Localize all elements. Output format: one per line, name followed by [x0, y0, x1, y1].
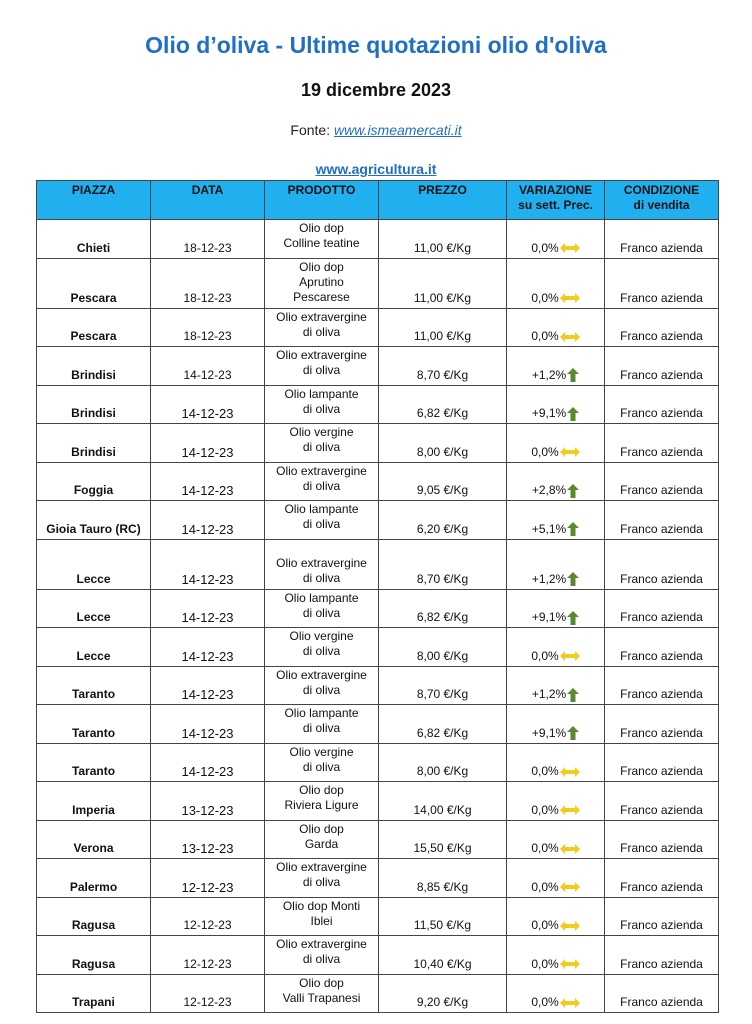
table-row [37, 820, 719, 859]
cell-piazza: Ragusa [37, 897, 151, 936]
cell-condizione: Franco azienda [605, 539, 719, 589]
cell-condizione: Franco azienda [605, 782, 719, 821]
cell-data: 14-12-23 [151, 539, 265, 589]
cell-data: 14-12-23 [151, 628, 265, 667]
cell-prodotto [265, 385, 379, 424]
prodotto-line: Riviera Ligure [284, 798, 359, 812]
prodotto-line: di oliva [302, 570, 341, 585]
cell-piazza: Foggia [37, 462, 151, 501]
cell-piazza: Lecce [37, 628, 151, 667]
table-row [37, 501, 719, 540]
variazione-value: +5,1% [531, 521, 567, 536]
cell-prodotto [265, 462, 379, 501]
prodotto-line: Olio extravergine [276, 309, 367, 324]
cell-condizione: Franco azienda [605, 347, 719, 386]
table-row [37, 258, 719, 308]
prodotto-line: Olio extravergine [276, 463, 367, 478]
cell-piazza: Chieti [37, 220, 151, 259]
cell-piazza: Brindisi [37, 347, 151, 386]
prodotto-line: Olio extravergine [276, 860, 367, 874]
cell-data: 14-12-23 [151, 462, 265, 501]
prices-table [36, 180, 719, 1013]
cell-data: 14-12-23 [151, 501, 265, 540]
cell-prodotto [265, 897, 379, 936]
cell-prodotto [265, 501, 379, 540]
cell-prodotto [265, 220, 379, 259]
cell-data: 13-12-23 [151, 782, 265, 821]
prodotto-line: Valli Trapanesi [282, 990, 361, 1005]
cell-data: 14-12-23 [151, 424, 265, 463]
cell-data: 14-12-23 [151, 705, 265, 744]
variazione-value: 0,0% [531, 240, 559, 255]
cell-data: 12-12-23 [151, 859, 265, 898]
prodotto-line: Olio extravergine [276, 555, 367, 570]
variazione-value: 0,0% [531, 995, 559, 1009]
cell-data: 14-12-23 [151, 743, 265, 782]
prodotto-line: Iblei [310, 913, 333, 928]
cell-condizione: Franco azienda [605, 936, 719, 975]
col-header-condizione-line2: di vendita [633, 198, 690, 212]
trend-stable-arrow-icon [560, 805, 580, 815]
cell-prezzo: 14,00 €/Kg [379, 782, 507, 821]
cell-variazione [507, 258, 605, 308]
cell-variazione [507, 705, 605, 744]
report-date: 19 dicembre 2023 [300, 80, 452, 100]
cell-piazza: Taranto [37, 705, 151, 744]
cell-prezzo: 6,82 €/Kg [379, 705, 507, 744]
cell-prezzo: 6,20 €/Kg [379, 501, 507, 540]
table-row [37, 743, 719, 782]
table-row [37, 628, 719, 667]
trend-stable-arrow-icon [560, 998, 580, 1008]
cell-variazione [507, 743, 605, 782]
prodotto-line: Olio lampante [284, 502, 359, 516]
trend-up-arrow-icon [567, 572, 579, 586]
cell-prezzo: 11,00 €/Kg [379, 308, 507, 347]
cell-piazza: Taranto [37, 743, 151, 782]
prodotto-line: di oliva [302, 952, 341, 966]
cell-data: 14-12-23 [151, 385, 265, 424]
trend-stable-arrow-icon [560, 447, 580, 457]
table-row [37, 539, 719, 589]
col-header-condizione [605, 181, 719, 220]
cell-prodotto [265, 258, 379, 308]
col-header-variazione-line1: VARIAZIONE [518, 183, 593, 197]
trend-stable-arrow-icon [560, 882, 580, 892]
table-row [37, 220, 719, 259]
prodotto-line: di oliva [302, 401, 341, 416]
trend-up-arrow-icon [567, 522, 579, 536]
cell-prodotto [265, 859, 379, 898]
cell-condizione: Franco azienda [605, 258, 719, 308]
variazione-value: +2,8% [531, 483, 567, 497]
cell-prezzo: 8,00 €/Kg [379, 743, 507, 782]
col-header-prezzo: PREZZO [379, 181, 507, 220]
table-row [37, 424, 719, 463]
table-row [37, 897, 719, 936]
cell-prezzo: 8,70 €/Kg [379, 666, 507, 705]
cell-piazza: Ragusa [37, 936, 151, 975]
cell-variazione [507, 462, 605, 501]
prodotto-line: Colline teatine [283, 236, 360, 250]
cell-prezzo: 9,20 €/Kg [379, 974, 507, 1013]
cell-condizione: Franco azienda [605, 385, 719, 424]
variazione-value: 0,0% [531, 918, 559, 932]
cell-prodotto [265, 424, 379, 463]
col-header-variazione-line2: su sett. Prec. [518, 198, 593, 212]
table-row [37, 859, 719, 898]
cell-prezzo: 8,85 €/Kg [379, 859, 507, 898]
trend-up-arrow-icon [567, 407, 579, 421]
cell-data: 14-12-23 [151, 666, 265, 705]
prodotto-line: Olio dop [299, 259, 344, 274]
trend-stable-arrow-icon [560, 921, 580, 931]
cell-prodotto [265, 589, 379, 628]
variazione-value: +9,1% [531, 406, 567, 420]
source-link[interactable]: www.ismeamercati.it [334, 122, 462, 138]
prodotto-line: Olio lampante [284, 590, 359, 605]
cell-condizione: Franco azienda [605, 462, 719, 501]
cell-piazza: Taranto [37, 666, 151, 705]
table-row [37, 589, 719, 628]
prodotto-line: Olio dop [299, 783, 344, 797]
table-row [37, 347, 719, 386]
prodotto-line: di oliva [302, 324, 341, 339]
variazione-value: 0,0% [531, 290, 559, 305]
cell-prodotto [265, 347, 379, 386]
prodotto-line: di oliva [302, 875, 341, 889]
cell-variazione [507, 501, 605, 540]
cell-piazza: Gioia Tauro (RC) [37, 501, 151, 540]
cell-variazione [507, 347, 605, 386]
variazione-value: 0,0% [531, 802, 559, 817]
cell-prezzo: 8,00 €/Kg [379, 628, 507, 667]
cell-prodotto [265, 539, 379, 589]
prodotto-line: Aprutino [299, 274, 344, 289]
prodotto-line: di oliva [302, 605, 341, 620]
cell-piazza: Palermo [37, 859, 151, 898]
cell-prodotto [265, 782, 379, 821]
variazione-value: +9,1% [531, 610, 567, 624]
cell-variazione [507, 936, 605, 975]
trend-stable-arrow-icon [560, 293, 580, 303]
prodotto-line [268, 541, 375, 556]
cell-piazza: Brindisi [37, 385, 151, 424]
cell-condizione: Franco azienda [605, 424, 719, 463]
table-row [37, 705, 719, 744]
cell-condizione: Franco azienda [605, 820, 719, 859]
col-header-condizione-line1: CONDIZIONE [623, 183, 700, 197]
cell-condizione: Franco azienda [605, 308, 719, 347]
table-row [37, 462, 719, 501]
prodotto-line: Olio dop [299, 975, 344, 990]
cell-variazione [507, 424, 605, 463]
table-row [37, 308, 719, 347]
cell-piazza: Lecce [37, 539, 151, 589]
variazione-value: 0,0% [531, 956, 559, 971]
prodotto-line: di oliva [302, 644, 341, 658]
cell-data: 12-12-23 [151, 974, 265, 1013]
prodotto-line: Olio lampante [284, 706, 359, 720]
cell-variazione [507, 220, 605, 259]
cell-prodotto [265, 308, 379, 347]
variazione-value: 0,0% [531, 329, 559, 343]
cell-prodotto [265, 743, 379, 782]
variazione-value: +1,2% [531, 687, 567, 701]
cell-piazza: Trapani [37, 974, 151, 1013]
prodotto-line: di oliva [302, 478, 341, 493]
cell-prezzo: 9,05 €/Kg [379, 462, 507, 501]
variazione-value: +9,1% [531, 725, 567, 740]
variazione-value: 0,0% [531, 879, 559, 894]
cell-prezzo: 15,50 €/Kg [379, 820, 507, 859]
page-title: Olio d’oliva - Ultime quotazioni olio d'oliva [145, 32, 607, 58]
table-row [37, 974, 719, 1013]
cell-variazione [507, 628, 605, 667]
table-row [37, 666, 719, 705]
prodotto-line: Olio vergine [289, 744, 354, 759]
cell-prezzo: 10,40 €/Kg [379, 936, 507, 975]
trend-stable-arrow-icon [560, 243, 580, 253]
trend-stable-arrow-icon [560, 959, 580, 969]
prodotto-line: Olio dop [299, 821, 344, 836]
col-header-data: DATA [151, 181, 265, 220]
cell-data: 13-12-23 [151, 820, 265, 859]
prodotto-line: Olio extravergine [276, 348, 367, 362]
cell-variazione [507, 385, 605, 424]
cell-prodotto [265, 666, 379, 705]
col-header-prodotto: PRODOTTO [265, 181, 379, 220]
table-row [37, 385, 719, 424]
cell-data: 18-12-23 [151, 308, 265, 347]
trend-up-arrow-icon [567, 484, 579, 498]
cell-condizione: Franco azienda [605, 501, 719, 540]
cell-data: 18-12-23 [151, 258, 265, 308]
prodotto-line: Garda [304, 836, 339, 851]
cell-prezzo: 8,70 €/Kg [379, 539, 507, 589]
trend-stable-arrow-icon [560, 767, 580, 777]
cell-condizione: Franco azienda [605, 666, 719, 705]
cell-variazione [507, 782, 605, 821]
cell-piazza: Brindisi [37, 424, 151, 463]
cell-prezzo: 11,00 €/Kg [379, 220, 507, 259]
cell-prezzo: 8,70 €/Kg [379, 347, 507, 386]
cell-data: 14-12-23 [151, 589, 265, 628]
cell-condizione: Franco azienda [605, 220, 719, 259]
prodotto-line: Olio extravergine [276, 937, 367, 951]
cell-prezzo: 6,82 €/Kg [379, 589, 507, 628]
trend-up-arrow-icon [567, 688, 579, 702]
prodotto-line: Olio vergine [289, 629, 354, 643]
cell-condizione: Franco azienda [605, 743, 719, 782]
cell-prodotto [265, 705, 379, 744]
cell-variazione [507, 859, 605, 898]
cell-condizione: Franco azienda [605, 859, 719, 898]
prodotto-line: di oliva [302, 517, 341, 531]
variazione-value: 0,0% [531, 444, 559, 459]
prodotto-line: di oliva [302, 759, 341, 774]
trend-stable-arrow-icon [560, 844, 580, 854]
prodotto-line: di oliva [302, 682, 341, 697]
cell-piazza: Pescara [37, 258, 151, 308]
cell-condizione: Franco azienda [605, 628, 719, 667]
table-row [37, 936, 719, 975]
table-header-row [37, 181, 719, 220]
trend-up-arrow-icon [567, 368, 579, 382]
cell-condizione: Franco azienda [605, 589, 719, 628]
cell-condizione: Franco azienda [605, 974, 719, 1013]
source-line [0, 122, 752, 138]
table-row [37, 782, 719, 821]
prodotto-line: Olio extravergine [276, 667, 367, 682]
prodotto-line: di oliva [302, 363, 341, 377]
cell-variazione [507, 666, 605, 705]
prodotto-line: Olio dop [299, 221, 344, 235]
cell-prezzo: 11,50 €/Kg [379, 897, 507, 936]
cell-variazione [507, 308, 605, 347]
variazione-value: +1,2% [531, 367, 567, 382]
cell-prezzo: 6,82 €/Kg [379, 385, 507, 424]
cell-variazione [507, 897, 605, 936]
prodotto-line: di oliva [302, 440, 341, 454]
trend-stable-arrow-icon [560, 332, 580, 342]
trend-stable-arrow-icon [560, 651, 580, 661]
trend-up-arrow-icon [567, 726, 579, 740]
col-header-piazza: PIAZZA [37, 181, 151, 220]
cell-piazza: Imperia [37, 782, 151, 821]
cell-piazza: Lecce [37, 589, 151, 628]
cell-condizione: Franco azienda [605, 705, 719, 744]
cell-variazione [507, 974, 605, 1013]
prodotto-line: Olio vergine [289, 425, 354, 439]
cell-prodotto [265, 936, 379, 975]
cell-prezzo: 8,00 €/Kg [379, 424, 507, 463]
prodotto-line: Pescarese [293, 289, 350, 304]
trend-up-arrow-icon [567, 611, 579, 625]
col-header-variazione [507, 181, 605, 220]
cell-piazza: Pescara [37, 308, 151, 347]
cell-data: 12-12-23 [151, 936, 265, 975]
cell-prodotto [265, 820, 379, 859]
cell-data: 12-12-23 [151, 897, 265, 936]
variazione-value: 0,0% [531, 764, 559, 778]
source-label: Fonte: [290, 122, 334, 138]
cell-prodotto [265, 628, 379, 667]
cell-data: 18-12-23 [151, 220, 265, 259]
cell-data: 14-12-23 [151, 347, 265, 386]
cell-variazione [507, 820, 605, 859]
cell-condizione: Franco azienda [605, 897, 719, 936]
variazione-value: +1,2% [531, 571, 567, 586]
prodotto-line: Olio dop Monti [282, 898, 361, 913]
variazione-value: 0,0% [531, 841, 559, 855]
prodotto-line: Olio lampante [284, 386, 359, 401]
cell-variazione [507, 539, 605, 589]
prodotto-line: di oliva [302, 721, 341, 735]
cell-piazza: Verona [37, 820, 151, 859]
variazione-value: 0,0% [531, 648, 559, 663]
cell-prezzo: 11,00 €/Kg [379, 258, 507, 308]
site-link[interactable]: www.agricultura.it [315, 161, 437, 177]
cell-prodotto [265, 974, 379, 1013]
cell-variazione [507, 589, 605, 628]
